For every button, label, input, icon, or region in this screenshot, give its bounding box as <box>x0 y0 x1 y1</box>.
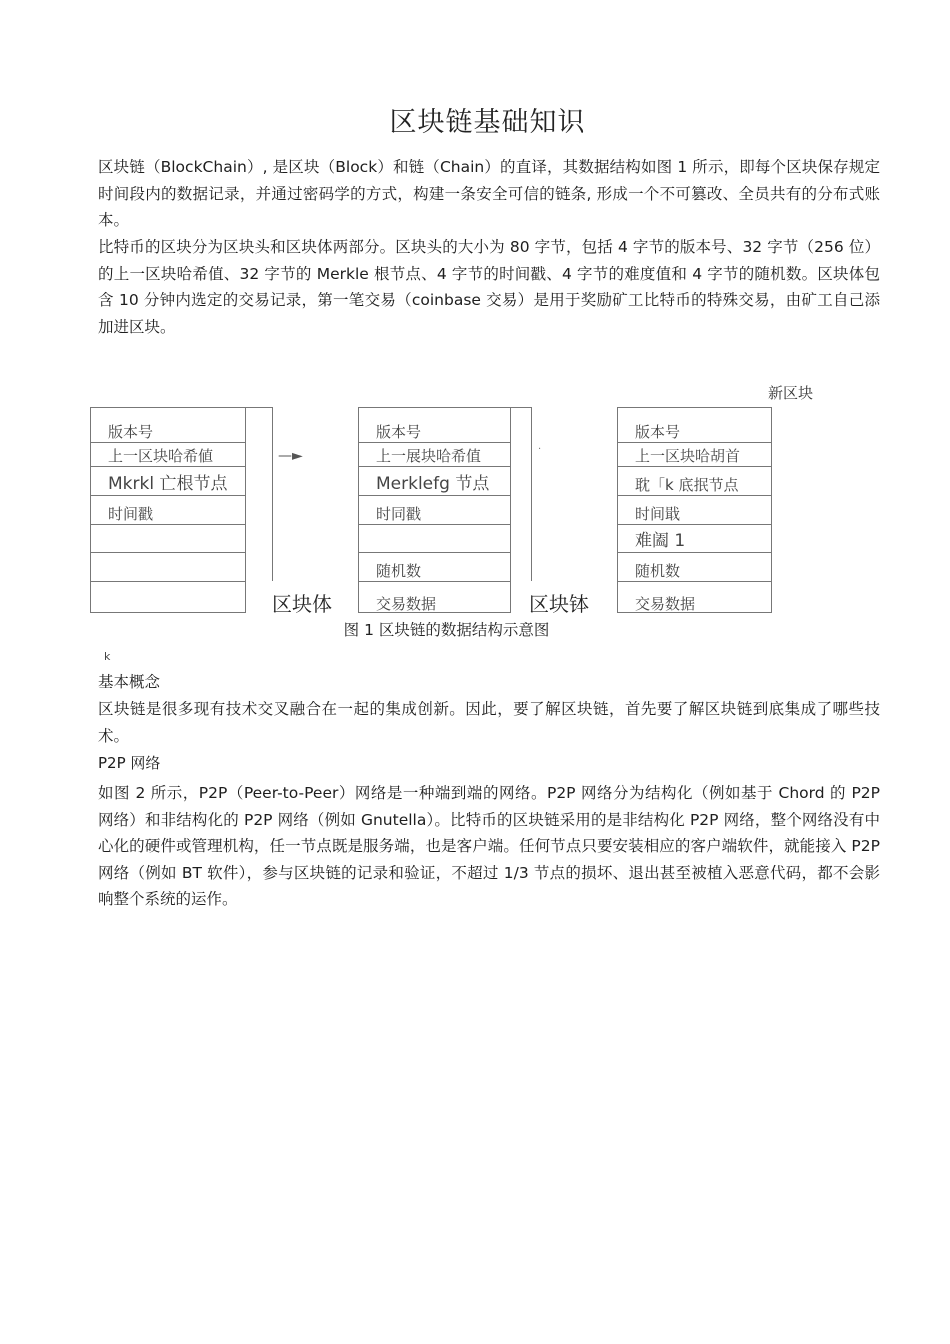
block-1-prev-hash: 上一区块哈希値 <box>91 443 245 467</box>
block-3-merkle: 耽「k 底抿节点 <box>618 467 771 496</box>
block-2-link-bar <box>510 407 532 581</box>
block-2-version: 版本号 <box>359 408 510 443</box>
block-3 <box>617 407 772 613</box>
block-3-transactions: 交易数据 <box>635 595 696 613</box>
block-3-time: 时间戢 <box>618 496 771 525</box>
block-3-version: 版本号 <box>618 408 771 443</box>
block-1-time: 时间戳 <box>91 496 245 525</box>
block-3-nonce: 随机数 <box>618 553 771 582</box>
block-3-difficulty: 难阖 1 <box>618 525 771 553</box>
p2p-paragraph: 如图 2 所示，P2P（Peer-to-Peer）网络是一种端到端的网络。P2P 网络分为结构化（例如基于 Chord 的 P2P 网络）和非结构化的 P2P 网络（例如 Gnutella）。比特币的区块链采用的是非结构化 P2P 网络，整个网络没有中心化的硬件或管理机构，任一节点既是服务端，也是客户端。任何节点只要安装相应的客户端软件，就能接入 P2P 网络（例如 BT 软件），参与区块链的记录和验证，不超过 1/3 节点的损坏、退出甚至被植入恶意代码，都不会影响整个系统的运作。 <box>98 784 880 908</box>
block-1 <box>90 407 246 613</box>
block-2-time: 时同戳 <box>359 496 510 525</box>
intro-paragraph: 区块链（BlockChain）, 是区块（Block）和链（Chain）的直译，其数据结构如图 1 所示，即每个区块保存规定时间段内的数据记录，并通过密码学的方式，构建一条安全可信的链条, 形成一个不可篡改、全员共有的分布式账本。 <box>98 158 880 229</box>
block-1-version: 版本号 <box>91 408 245 443</box>
figure-caption: 图 1 区块链的数据结构示意图 <box>343 621 550 639</box>
block-2-prev-hash: 上一展块哈希值 <box>359 443 510 467</box>
block-body-label-1: 区块体 <box>272 592 332 616</box>
block-2-nonce: 随机数 <box>359 553 510 582</box>
heading-p2p-network: P2P 网络 <box>98 754 161 772</box>
chain-dot: · <box>538 444 542 455</box>
block-3-prev-hash: 上一区块哈胡首 <box>618 443 771 467</box>
concepts-paragraph: 区块链是很多现有技术交叉融合在一起的集成创新。因此，要了解区块链，首先要了解区块链到底集成了哪些技术。 <box>98 700 880 745</box>
block-1-empty-2 <box>91 553 245 582</box>
structure-paragraph: 比特币的区块分为区块头和区块体两部分。区块头的大小为 80 字节，包括 4 字节的版本号、32 字节（256 位）的上一区块哈希值、32 字节的 Merkle 根节点、4 字节的时间戳、4 字节的难度值和 4 字节的随机数。区块体包含 10 分钟内选定的交易记录，第一笔交易（coinbase 交易）是用于奖励矿工比特币的特殊交易，由矿工自己添加进区块。 <box>98 238 880 336</box>
block-body-label-2: 区块钵 <box>529 592 589 616</box>
block-1-merkle: Mkrkl 亡根节点 <box>91 467 245 496</box>
block-2-difficulty <box>359 525 510 553</box>
stray-mark: k <box>104 650 111 663</box>
block-2 <box>358 407 511 613</box>
block-1-empty-1 <box>91 525 245 553</box>
block-1-link-bar <box>245 407 273 581</box>
block-1-empty-3 <box>91 582 245 614</box>
page-title: 区块链基础知识 <box>389 107 586 138</box>
block-2-merkle: Merklefg 节点 <box>359 467 510 496</box>
chain-arrow: —► <box>278 448 303 464</box>
heading-basic-concepts: 基本概念 <box>98 673 161 691</box>
block-2-transactions: 交易数据 <box>376 595 437 613</box>
new-block-label: 新区块 <box>768 384 814 402</box>
